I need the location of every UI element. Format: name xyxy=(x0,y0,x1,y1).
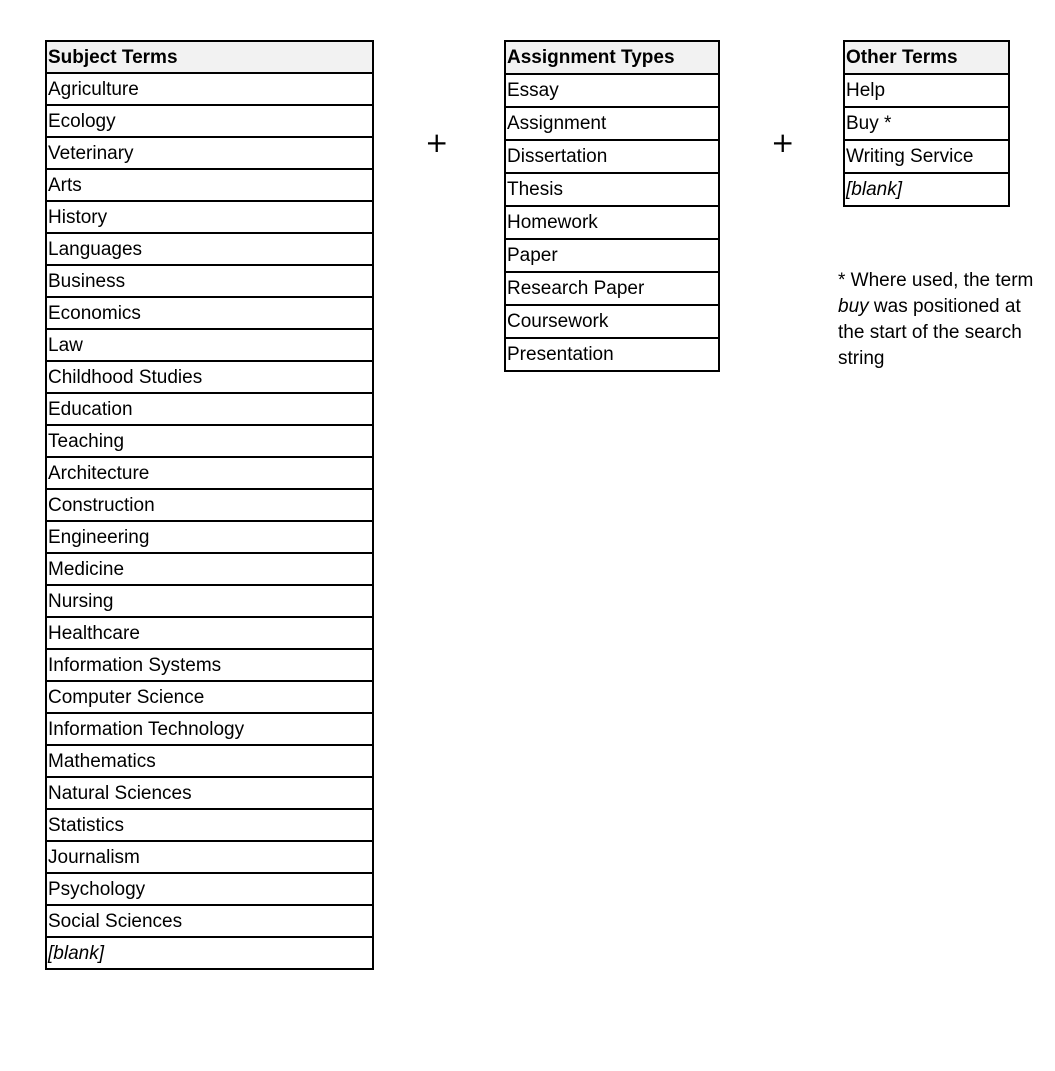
subject-term-row xyxy=(46,201,373,233)
subject-term-row xyxy=(46,937,373,969)
subject-term-cell: Social Sciences xyxy=(46,905,373,937)
footnote-emphasis: buy xyxy=(838,296,869,317)
assignment-type-cell: Paper xyxy=(505,239,719,272)
subject-term-row xyxy=(46,873,373,905)
subject-term-row xyxy=(46,841,373,873)
assignment-type-row xyxy=(505,173,719,206)
subject-term-cell: Economics xyxy=(46,297,373,329)
assignment-type-row xyxy=(505,239,719,272)
other-term-cell: Buy * xyxy=(844,107,1009,140)
assignment-type-cell: Assignment xyxy=(505,107,719,140)
footnote-prefix: * Where used, the term xyxy=(838,270,1034,291)
other-terms-header-row xyxy=(844,41,1009,74)
other-term-row xyxy=(844,74,1009,107)
subject-term-cell: Healthcare xyxy=(46,617,373,649)
subject-terms-body xyxy=(46,73,373,969)
subject-term-cell: Construction xyxy=(46,489,373,521)
subject-term-row xyxy=(46,425,373,457)
subject-term-cell: Agriculture xyxy=(46,73,373,105)
assignment-type-cell: Dissertation xyxy=(505,140,719,173)
subject-term-cell: Education xyxy=(46,393,373,425)
subject-term-row xyxy=(46,681,373,713)
subject-term-row xyxy=(46,297,373,329)
subject-term-cell: Journalism xyxy=(46,841,373,873)
subject-term-cell: Architecture xyxy=(46,457,373,489)
subject-term-cell: Statistics xyxy=(46,809,373,841)
subject-term-row xyxy=(46,169,373,201)
subject-term-row xyxy=(46,713,373,745)
assignment-type-row xyxy=(505,338,719,371)
subject-term-cell: Psychology xyxy=(46,873,373,905)
assignment-types-body xyxy=(505,74,719,371)
subject-term-row xyxy=(46,73,373,105)
assignment-types-header: Assignment Types xyxy=(505,41,719,74)
subject-term-cell: Natural Sciences xyxy=(46,777,373,809)
subject-term-cell: Law xyxy=(46,329,373,361)
assignment-type-cell: Presentation xyxy=(505,338,719,371)
footnote-suffix: was positioned at the start of the search string xyxy=(838,296,1022,369)
subject-term-cell: History xyxy=(46,201,373,233)
other-term-cell: Help xyxy=(844,74,1009,107)
subject-term-cell: Engineering xyxy=(46,521,373,553)
subject-term-row xyxy=(46,521,373,553)
subject-term-row xyxy=(46,393,373,425)
subject-term-row xyxy=(46,617,373,649)
subject-terms-table xyxy=(45,40,374,970)
other-terms-header: Other Terms xyxy=(844,41,1009,74)
subject-term-cell: Business xyxy=(46,265,373,297)
subject-terms-header: Subject Terms xyxy=(46,41,373,73)
other-terms-body xyxy=(844,74,1009,206)
subject-term-row xyxy=(46,265,373,297)
subject-term-cell: Information Systems xyxy=(46,649,373,681)
subject-term-cell: Computer Science xyxy=(46,681,373,713)
subject-term-row xyxy=(46,905,373,937)
assignment-type-cell: Research Paper xyxy=(505,272,719,305)
subject-term-row xyxy=(46,809,373,841)
subject-term-row xyxy=(46,233,373,265)
subject-term-row xyxy=(46,745,373,777)
assignment-type-cell: Essay xyxy=(505,74,719,107)
assignment-types-header-row xyxy=(505,41,719,74)
plus-operator: + xyxy=(771,126,795,159)
other-term-row xyxy=(844,107,1009,140)
assignment-type-row xyxy=(505,305,719,338)
subject-term-row xyxy=(46,553,373,585)
assignment-type-cell: Homework xyxy=(505,206,719,239)
assignment-type-cell: Thesis xyxy=(505,173,719,206)
subject-term-row xyxy=(46,105,373,137)
subject-term-cell: Arts xyxy=(46,169,373,201)
other-terms-table xyxy=(843,40,1010,207)
other-term-row xyxy=(844,173,1009,206)
subject-term-row xyxy=(46,777,373,809)
other-term-row xyxy=(844,140,1009,173)
assignment-type-row xyxy=(505,107,719,140)
subject-term-cell: Ecology xyxy=(46,105,373,137)
subject-term-cell: Veterinary xyxy=(46,137,373,169)
subject-term-cell: Medicine xyxy=(46,553,373,585)
plus-operator: + xyxy=(425,126,449,159)
subject-term-cell: Mathematics xyxy=(46,745,373,777)
subject-term-cell: Nursing xyxy=(46,585,373,617)
assignment-type-row xyxy=(505,206,719,239)
assignment-type-row xyxy=(505,74,719,107)
footnote xyxy=(838,268,1038,372)
other-term-cell: [blank] xyxy=(844,173,1009,206)
other-term-cell: Writing Service xyxy=(844,140,1009,173)
subject-term-row xyxy=(46,585,373,617)
assignment-type-cell: Coursework xyxy=(505,305,719,338)
subject-term-cell: Teaching xyxy=(46,425,373,457)
subject-term-cell: Childhood Studies xyxy=(46,361,373,393)
subject-term-cell: Information Technology xyxy=(46,713,373,745)
subject-term-row xyxy=(46,649,373,681)
subject-terms-header-row xyxy=(46,41,373,73)
subject-term-row xyxy=(46,137,373,169)
subject-term-row xyxy=(46,489,373,521)
subject-term-cell: Languages xyxy=(46,233,373,265)
subject-term-row xyxy=(46,329,373,361)
subject-term-row xyxy=(46,457,373,489)
subject-term-row xyxy=(46,361,373,393)
assignment-type-row xyxy=(505,140,719,173)
assignment-types-table xyxy=(504,40,720,372)
assignment-type-row xyxy=(505,272,719,305)
subject-term-cell: [blank] xyxy=(46,937,373,969)
